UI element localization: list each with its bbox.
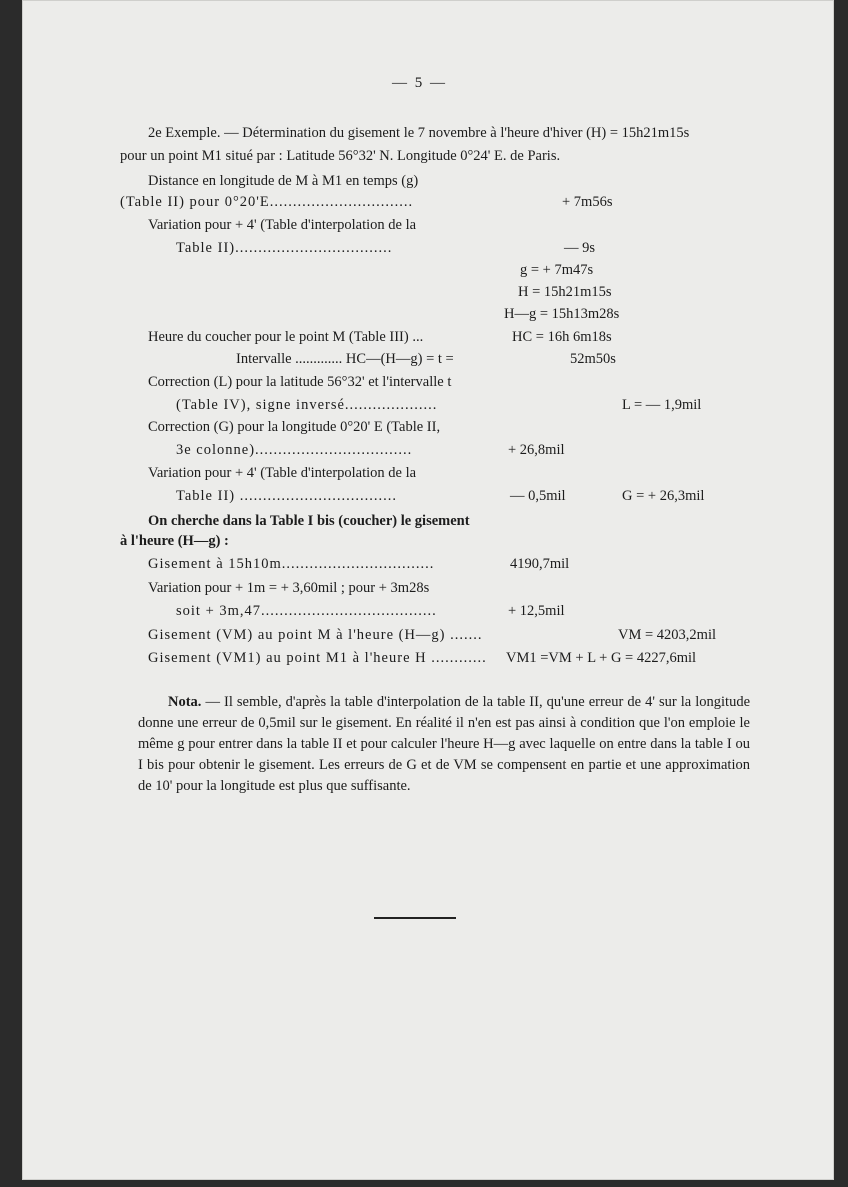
row-left-17: 4190,7mil: [510, 556, 570, 572]
row-left-7: HC = 16h 6m18s: [512, 329, 612, 345]
row-left-3: — 9s: [564, 240, 596, 256]
row-text-0: Distance en longitude de M à M1 en temps (g): [148, 173, 419, 189]
row-left-1: + 7m56s: [562, 194, 613, 210]
row-left-12: + 26,8mil: [508, 442, 565, 458]
row-text-14: Table II) ..................................: [176, 488, 397, 504]
row-text-1: (Table II) pour 0°20'E...............................: [120, 194, 414, 210]
row-left-6: H—g = 15h13m28s: [504, 306, 620, 322]
row-text-11: Correction (G) pour la longitude 0°20' E (Table II,: [148, 419, 441, 435]
row-right-10: L = — 1,9mil: [622, 397, 702, 413]
row-text-12: 3e colonne)..................................: [176, 442, 413, 458]
nota-paragraph: [138, 692, 750, 797]
page-number: — 5 —: [392, 75, 447, 91]
row-text-18: Variation pour + 1m = + 3,60mil ; pour + 3m28s: [148, 580, 430, 596]
intro-line-1: 2e Exemple. — Détermination du gisement le 7 novembre à l'heure d'hiver (H) = 15h21m15s: [148, 125, 690, 141]
row-left-8: 52m50s: [570, 351, 616, 367]
intro-line-2: pour un point M1 situé par : Latitude 56°32' N. Longitude 0°24' E. de Paris.: [120, 148, 561, 164]
row-text-13: Variation pour + 4' (Table d'interpolation de la: [148, 465, 417, 481]
row-right-14: G = + 26,3mil: [622, 488, 705, 504]
row-text-9: Correction (L) pour la latitude 56°32' et l'intervalle t: [148, 374, 452, 390]
row-text-7: Heure du coucher pour le point M (Table III) ...: [148, 329, 424, 345]
row-text-21: Gisement (VM1) au point M1 à l'heure H ............: [148, 650, 487, 666]
row-left-4: g = + 7m47s: [520, 262, 594, 278]
row-left-14: — 0,5mil: [510, 488, 566, 504]
row-right-20: VM = 4203,2mil: [618, 627, 717, 643]
row-text-2: Variation pour + 4' (Table d'interpolation de la: [148, 217, 417, 233]
row-left-19: + 12,5mil: [508, 603, 565, 619]
closing-rule: [374, 917, 456, 919]
row-text-8: Intervalle ............. HC—(H—g) = t =: [236, 351, 454, 367]
row-text-3: Table II)..................................: [176, 240, 393, 256]
document-page: [22, 0, 834, 1180]
row-text-20: Gisement (VM) au point M à l'heure (H—g) .......: [148, 627, 483, 643]
nota-label: Nota.: [168, 694, 202, 710]
row-text-15: On cherche dans la Table I bis (coucher) le gisement: [148, 513, 470, 529]
row-text-19: soit + 3m,47......................................: [176, 603, 437, 619]
row-left-5: H = 15h21m15s: [518, 284, 612, 300]
row-left-21: VM1 =VM + L + G = 4227,6mil: [506, 650, 697, 666]
nota-text: — Il semble, d'après la table d'interpolation de la table II, qu'une erreur de 4' sur la longitude donne une erreur de 0,5mil sur le gisement. En réalité il n'en est pas ainsi à condition que l'on emploie le même g pour entrer dans la table II et pour calculer l'heure H—g avec laquelle on entre dans la table I ou I bis pour obtenir le gisement. Les erreurs de G et de VM se compensent en partie et une approximation de 10' pour la longitude est plus que suffisante.: [138, 694, 750, 794]
row-text-16: à l'heure (H—g) :: [120, 533, 229, 549]
row-text-10: (Table IV), signe inversé....................: [176, 397, 438, 413]
row-text-17: Gisement à 15h10m.................................: [148, 556, 435, 572]
